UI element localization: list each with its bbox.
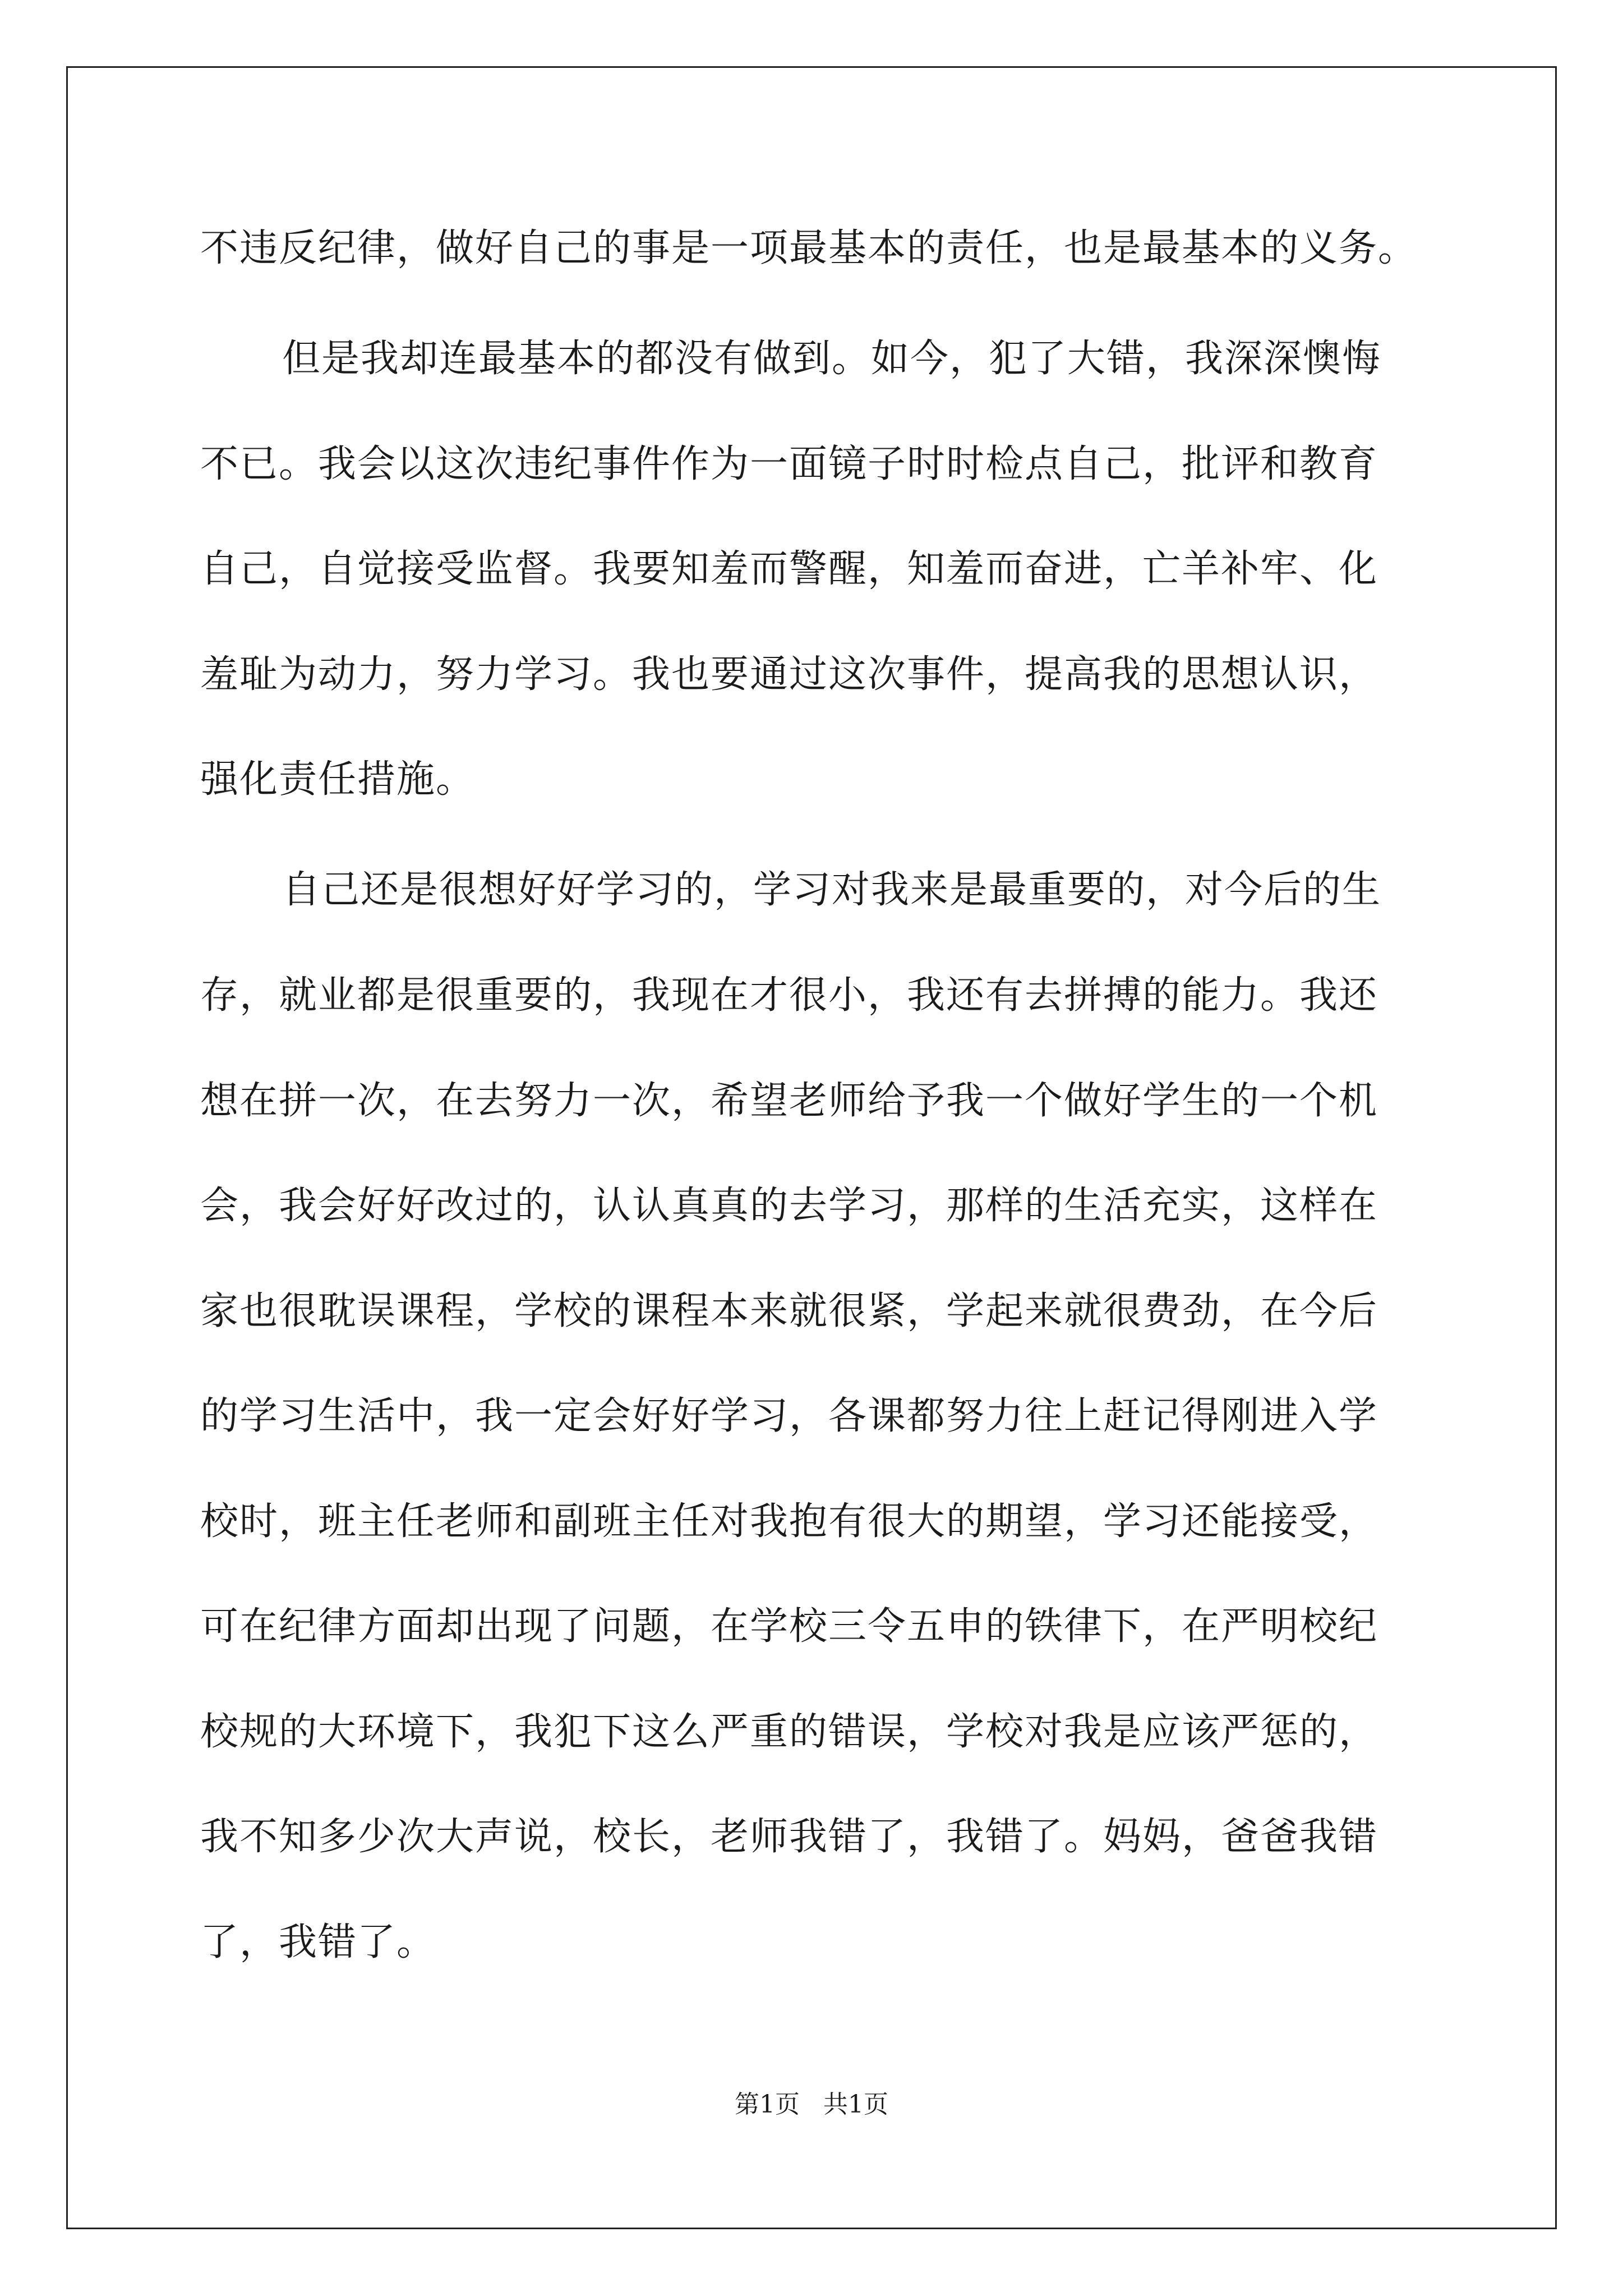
text-line: 可在纪律方面却出现了问题，在学校三令五申的铁律下，在严明校纪 — [200, 1604, 1378, 1649]
page-number-footer: 第1页 共1页 — [735, 2090, 888, 2119]
text-line: 不已。我会以这次违纪事件作为一面镜子时时检点自己，批评和教育 — [200, 442, 1378, 486]
text-line: 会，我会好好改过的，认认真真的去学习，那样的生活充实，这样在 — [200, 1184, 1378, 1228]
text-line: 家也很耽误课程，学校的课程本来就很紧，学起来就很费劲，在今后 — [200, 1289, 1378, 1333]
text-line: 的学习生活中，我一定会好好学习，各课都努力往上赶记得刚进入学 — [200, 1394, 1378, 1438]
text-line: 自己还是很想好好学习的，学习对我来是最重要的，对今后的生 — [282, 868, 1382, 912]
text-line: 不违反纪律，做好自己的事是一项最基本的责任，也是最基本的义务。 — [200, 226, 1418, 270]
text-line: 校规的大环境下，我犯下这么严重的错误，学校对我是应该严惩的， — [200, 1710, 1378, 1754]
text-line: 校时，班主任老师和副班主任对我抱有很大的期望，学习还能接受， — [200, 1499, 1378, 1544]
text-line: 我不知多少次大声说，校长，老师我错了，我错了。妈妈，爸爸我错 — [200, 1815, 1378, 1859]
text-line: 了，我错了。 — [200, 1920, 436, 1964]
text-line: 自己，自觉接受监督。我要知羞而警醒，知羞而奋进，亡羊补牢、化 — [200, 547, 1378, 591]
text-line: 想在拼一次，在去努力一次，希望老师给予我一个做好学生的一个机 — [200, 1079, 1378, 1123]
text-line: 存，就业都是很重要的，我现在才很小，我还有去拼搏的能力。我还 — [200, 973, 1378, 1018]
text-line: 但是我却连最基本的都没有做到。如今，犯了大错，我深深懊悔 — [282, 337, 1382, 381]
text-line: 羞耻为动力，努力学习。我也要通过这次事件，提高我的思想认识， — [200, 652, 1378, 697]
text-line: 强化责任措施。 — [200, 757, 476, 802]
